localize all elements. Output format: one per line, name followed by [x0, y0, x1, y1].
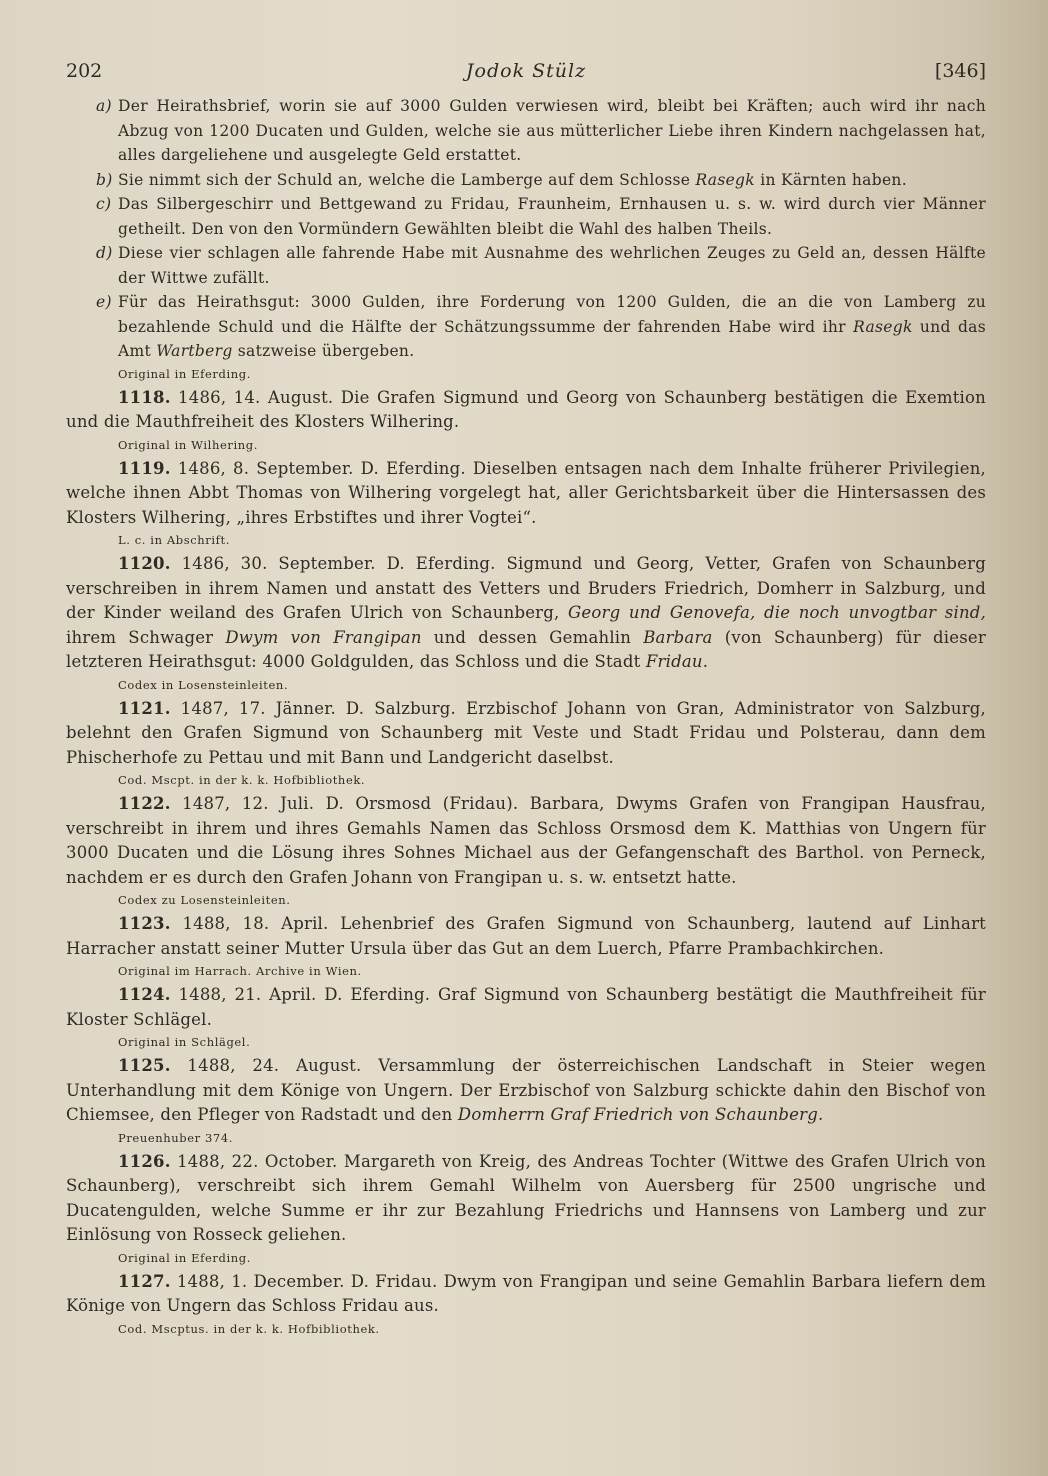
subitem-text: in Kärnten haben.	[760, 170, 907, 189]
entry-number: 1122.	[118, 794, 171, 813]
source-note: Original in Eferding.	[118, 366, 251, 381]
entry-number: 1121.	[118, 698, 171, 718]
source-note: Original in Schlägel.	[118, 1035, 251, 1049]
source-note: Preuenhuber 374.	[118, 1130, 233, 1145]
subitem-text: satzweise übergeben.	[237, 342, 415, 360]
person-name: Dwym von Frangipan	[225, 627, 422, 647]
entry-text: 1486, 30. September. D. Eferding. Sigmund und Georg, Vetter, Grafen von Schaunberg verschreiben in ihrem Namen und anstatt des Vetters und Bruders Friedrich, Domherr in Salzburg, und der Kinder weiland des Grafen Ulrich von Schaunberg,	[66, 554, 986, 622]
subitem-e	[66, 290, 986, 364]
subitem-d	[66, 241, 986, 290]
document-page	[66, 60, 986, 1341]
entry-1125	[66, 1054, 986, 1128]
source-note: Original in Wilhering.	[118, 437, 258, 452]
subitem-letter: a)	[96, 97, 112, 115]
source-note: Original im Harrach. Archive in Wien.	[118, 964, 362, 978]
place-name: Fridau.	[645, 652, 709, 671]
entry-number: 1125.	[118, 1056, 171, 1075]
entry-text: 1488, 18. April. Lehenbrief des Grafen Sigmund von Schaunberg, lautend auf Linhart Harracher anstatt seiner Mutter Ursula über das Gut an dem Luerch, Pfarre Prambachkirchen.	[66, 914, 987, 958]
page-signature: [346]	[934, 60, 986, 82]
entry-text: ihrem Schwager	[66, 627, 214, 647]
source-note: Codex zu Losensteinleiten.	[118, 893, 291, 907]
entry-text: 1487, 12. Juli. D. Orsmosd (Fridau). Barbara, Dwyms Grafen von Frangipan Hausfrau, verschreibt in ihrem und ihres Gemahls Namen das Schloss Orsmosd dem K. Matthias von Ungern für 3000 Ducaten und die Lösung ihres Sohnes Michael aus der Gefangenschaft des Barthol. von Perneck, nachdem er es durch den Grafen Johann von Frangipan u. s. w. entsetzt hatte.	[66, 794, 986, 887]
subitem-letter: c)	[96, 195, 112, 213]
entry-1118	[66, 386, 986, 435]
source-note: Original in Eferding.	[118, 1250, 251, 1265]
place-name: Rasegk	[853, 317, 913, 336]
person-names: Georg und Genovefa, die noch unvogtbar sind,	[568, 603, 986, 622]
entry-text: 1486, 14. August. Die Grafen Sigmund und Georg von Schaunberg bestätigen die Exemtion und die Mauthfreiheit des Klosters Wilhering.	[66, 387, 986, 431]
subitem-b	[66, 168, 986, 193]
subitem-text: Für das Heirathsgut: 3000 Gulden, ihre Forderung von 1200 Gulden, die an die von Lamberg zu bezahlende Schuld und die Hälfte der Schätzungssumme der fahrenden Habe wird ihr	[118, 293, 986, 336]
entry-number: 1120.	[118, 554, 171, 573]
place-name: Wartberg	[156, 342, 233, 360]
entry-text: und dessen Gemahlin	[433, 627, 632, 647]
subitem-c	[66, 192, 986, 241]
subitem-text: Der Heirathsbrief, worin sie auf 3000 Gulden verwiesen wird, bleibt bei Kräften; auch wird ihr nach Abzug von 1200 Ducaten und Gulden, welche sie aus mütterlicher Liebe ihren Kindern nachgelassen hat, alles dargeliehene und ausgelegte Geld erstattet.	[118, 97, 986, 164]
entry-1126	[66, 1150, 986, 1248]
entry-text: 1488, 1. December. D. Fridau. Dwym von Frangipan und seine Gemahlin Barbara liefern dem Könige von Ungern das Schloss Fridau aus.	[66, 1271, 986, 1315]
person-name: Domherrn Graf Friedrich von Schaunberg.	[457, 1105, 824, 1124]
running-title: Jodok Stülz	[465, 60, 587, 82]
entry-text: (von Schaunberg) für dieser letzteren Heirathsgut: 4000 Goldgulden, das Schloss und die Stadt	[66, 627, 986, 671]
subitem-letter: e)	[96, 293, 112, 311]
source-note: Cod. Mscpt. in der k. k. Hofbibliothek.	[118, 773, 366, 787]
entry-number: 1119.	[118, 458, 171, 478]
running-header	[66, 60, 986, 90]
entry-1120	[66, 552, 986, 675]
subitem-text: Das Silbergeschirr und Bettgewand zu Fridau, Fraunheim, Ernhausen u. s. w. wird durch vier Männer getheilt. Den von den Vormündern Gewählten bleibt die Wahl des halben Theils.	[118, 195, 986, 238]
entry-1121	[66, 697, 986, 771]
entry-text: 1488, 21. April. D. Eferding. Graf Sigmund von Schaunberg bestätigt die Mauthfreiheit für Kloster Schlägel.	[66, 985, 986, 1029]
entry-text: 1488, 22. October. Margareth von Kreig, des Andreas Tochter (Wittwe des Grafen Ulrich von Schaunberg), verschreibt sich ihrem Gemahl Wilhelm von Auersberg für 2500 ungrische und Ducatengulden, welche Summe er ihr zur Bezahlung Friedrichs und Hannsens von Lamberg und zur Einlösung von Rosseck geliehen.	[66, 1151, 986, 1244]
entry-text: 1488, 24. August. Versammlung der österreichischen Landschaft in Steier wegen Unterhandlung mit dem Könige von Ungern. Der Erzbischof von Salzburg schickte dahin den Bischof von Chiemsee, den Pfleger von Radstadt und den	[66, 1056, 986, 1124]
subitem-text: und das Amt	[118, 317, 986, 360]
subitem-letter: b)	[96, 170, 113, 189]
subitem-text: Sie nimmt sich der Schuld an, welche die Lamberge auf dem Schlosse	[118, 170, 691, 189]
entry-1122	[66, 792, 986, 890]
entry-1123	[66, 912, 986, 961]
source-note: L. c. in Abschrift.	[118, 533, 230, 547]
entry-number: 1126.	[118, 1151, 171, 1171]
entry-number: 1124.	[118, 985, 171, 1004]
source-note: Codex in Losensteinleiten.	[118, 677, 289, 692]
entry-text: 1486, 8. September. D. Eferding. Dieselben entsagen nach dem Inhalte früherer Privilegien, welche ihnen Abbt Thomas von Wilhering vorgelegt hat, aller Gerichtsbarkeit über die Hintersassen des Klosters Wilhering, „ihres Erbstiftes und ihrer Vogtei“.	[66, 458, 986, 527]
entry-number: 1118.	[118, 387, 171, 407]
source-note: Cod. Mscptus. in der k. k. Hofbibliothek.	[118, 1321, 380, 1336]
subitem-letter: d)	[96, 244, 113, 262]
entry-text: 1487, 17. Jänner. D. Salzburg. Erzbischof Johann von Gran, Administrator von Salzburg, belehnt den Grafen Sigmund von Schaunberg mit Veste und Stadt Fridau und Polsterau, dann dem Phischerhofe zu Pettau und mit Bann und Landgericht daselbst.	[66, 698, 986, 767]
place-name: Rasegk	[695, 170, 755, 189]
page-number: 202	[66, 60, 103, 82]
entry-1127	[66, 1270, 986, 1319]
subitem-text: Diese vier schlagen alle fahrende Habe mit Ausnahme des wehrlichen Zeuges zu Geld an, dessen Hälfte der Wittwe zufällt.	[118, 244, 986, 287]
entry-number: 1127.	[118, 1271, 171, 1291]
entry-1124	[66, 983, 986, 1032]
subitem-a	[66, 94, 986, 168]
person-name: Barbara	[643, 627, 713, 647]
entry-number: 1123.	[118, 914, 171, 933]
entry-1119	[66, 457, 986, 531]
